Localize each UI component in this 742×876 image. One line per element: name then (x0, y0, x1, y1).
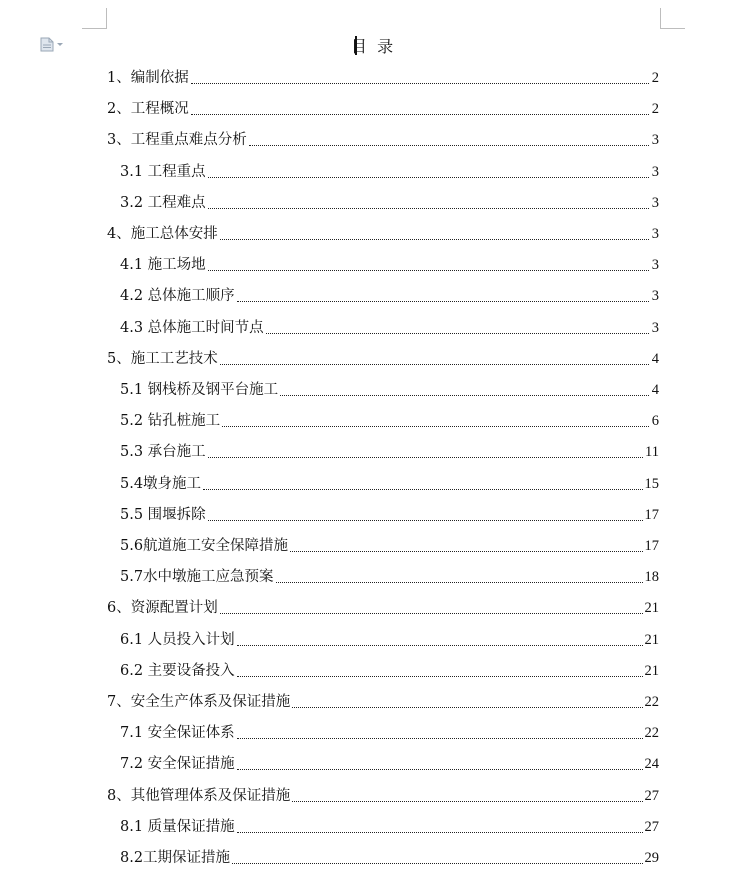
toc-entry-label: 5.1 钢栈桥及钢平台施工 (120, 382, 279, 398)
toc-entry[interactable] (120, 722, 659, 744)
toc-entry[interactable] (120, 504, 659, 526)
toc-dot-leader (191, 114, 649, 115)
toc-dot-leader (237, 676, 643, 677)
toc-dot-leader (220, 364, 649, 365)
toc-dot-leader (208, 270, 649, 271)
toc-dot-leader (191, 83, 649, 84)
toc-entry[interactable] (120, 629, 659, 651)
toc-entry-label: 5.3 承台施工 (120, 444, 206, 461)
toc-entry-label: 3、工程重点难点分析 (107, 132, 247, 149)
toc-entry-label: 7、安全生产体系及保证措施 (107, 694, 291, 710)
toc-entry[interactable] (107, 597, 659, 619)
toc-title-container (0, 34, 742, 57)
toc-dot-leader (232, 863, 642, 864)
toc-entry-page-number: 21 (644, 631, 659, 648)
margin-corner-mark-left (82, 8, 107, 29)
toc-entry-label: 2、工程概况 (107, 101, 189, 118)
toc-entry[interactable] (107, 129, 659, 151)
toc-entry[interactable] (120, 816, 659, 838)
toc-dot-leader (208, 520, 643, 521)
toc-dot-leader (292, 801, 642, 802)
toc-entry[interactable] (107, 98, 659, 120)
toc-entry-page-number: 3 (651, 226, 659, 242)
toc-dot-leader (266, 333, 649, 334)
toc-dot-leader (249, 145, 649, 146)
toc-entry[interactable] (120, 566, 659, 588)
margin-corner-mark-right (660, 8, 685, 29)
toc-entry-page-number: 17 (644, 506, 659, 523)
toc-dot-leader (290, 551, 642, 552)
toc-entry-page-number: 22 (644, 725, 659, 742)
toc-entry-page-number: 27 (644, 818, 659, 835)
toc-entry[interactable] (120, 660, 659, 682)
toc-entry[interactable] (107, 67, 659, 89)
toc-dot-leader (203, 489, 642, 490)
toc-entry[interactable] (107, 223, 659, 245)
toc-entry[interactable] (120, 410, 659, 432)
toc-entry[interactable] (120, 847, 659, 869)
toc-entry-page-number: 2 (651, 70, 659, 86)
toc-entry-page-number: 21 (644, 662, 659, 679)
toc-title: 目 录 (350, 37, 394, 56)
toc-entry-page-number: 15 (644, 475, 659, 492)
toc-dot-leader (222, 426, 649, 427)
toc-entry-label: 6、资源配置计划 (107, 600, 218, 617)
toc-dot-leader (208, 208, 649, 209)
toc-entry[interactable] (120, 473, 659, 495)
toc-dot-leader (237, 301, 649, 302)
toc-entry-page-number: 2 (651, 101, 659, 118)
toc-entry[interactable] (120, 535, 659, 557)
toc-entry-page-number: 3 (651, 163, 659, 180)
toc-entry-label: 5.2 钻孔桩施工 (120, 413, 221, 430)
toc-entry-label: 5.6航道施工安全保障措施 (120, 538, 289, 554)
toc-entry-page-number: 3 (651, 132, 659, 149)
toc-entry-page-number: 17 (644, 538, 659, 554)
toc-entry-label: 4、施工总体安排 (107, 226, 218, 242)
toc-dot-leader (292, 707, 642, 708)
toc-entry-page-number: 22 (644, 694, 659, 710)
toc-dot-leader (276, 582, 643, 583)
toc-dot-leader (280, 395, 649, 396)
toc-entry-label: 5.7水中墩施工应急预案 (120, 569, 274, 586)
toc-entry-label: 4.1 施工场地 (120, 257, 206, 274)
toc-entry-page-number: 3 (651, 288, 659, 305)
toc-entry-label: 8、其他管理体系及保证措施 (107, 787, 291, 804)
toc-entry-page-number: 4 (651, 350, 659, 367)
toc-entry[interactable] (120, 254, 659, 276)
toc-entry[interactable] (120, 441, 659, 463)
toc-entry-label: 8.1 质量保证措施 (120, 818, 235, 835)
toc-dot-leader (237, 645, 643, 646)
toc-entry[interactable] (107, 348, 659, 370)
toc-entry-page-number: 27 (644, 787, 659, 804)
toc-entry-label: 1、编制依据 (107, 70, 189, 86)
toc-entry-label: 6.1 人员投入计划 (120, 631, 235, 648)
toc-dot-leader (237, 738, 643, 739)
toc-entry-page-number: 29 (644, 850, 659, 866)
toc-entry-label: 5.4墩身施工 (120, 475, 202, 492)
toc-dot-leader (220, 613, 643, 614)
toc-entry-label: 6.2 主要设备投入 (120, 662, 235, 679)
toc-dot-leader (208, 177, 649, 178)
toc-dot-leader (208, 457, 643, 458)
toc-entry-page-number: 3 (651, 257, 659, 274)
toc-entry-label: 4.2 总体施工顺序 (120, 288, 235, 305)
toc-entry-label: 7.2 安全保证措施 (120, 756, 235, 773)
toc-entry[interactable] (107, 691, 659, 713)
toc-entry-page-number: 18 (644, 569, 659, 586)
toc-entry[interactable] (120, 161, 659, 183)
toc-entry-label: 8.2工期保证措施 (120, 850, 231, 866)
toc-entry[interactable] (120, 192, 659, 214)
toc-entry-label: 4.3 总体施工时间节点 (120, 319, 264, 336)
toc-dot-leader (220, 239, 649, 240)
toc-entry-page-number: 3 (651, 319, 659, 336)
toc-entry-page-number: 4 (651, 382, 659, 398)
toc-entry-label: 7.1 安全保证体系 (120, 725, 235, 742)
toc-dot-leader (237, 832, 643, 833)
toc-entry-page-number: 11 (645, 444, 659, 461)
toc-entry-label: 3.1 工程重点 (120, 163, 206, 180)
toc-entry-label: 3.2 工程难点 (120, 194, 206, 211)
toc-dot-leader (237, 769, 643, 770)
toc-entry-page-number: 21 (644, 600, 659, 617)
toc-entry-label: 5.5 围堰拆除 (120, 506, 206, 523)
toc-entry-label: 5、施工工艺技术 (107, 350, 218, 367)
toc-entry-page-number: 6 (651, 413, 659, 430)
toc-entry[interactable] (120, 753, 659, 775)
toc-entry[interactable] (120, 379, 659, 401)
toc-entry-page-number: 3 (651, 194, 659, 211)
toc-entry-page-number: 24 (644, 756, 659, 773)
toc-entry[interactable] (120, 317, 659, 339)
toc-entry[interactable] (120, 285, 659, 307)
toc-entry[interactable] (107, 785, 659, 807)
